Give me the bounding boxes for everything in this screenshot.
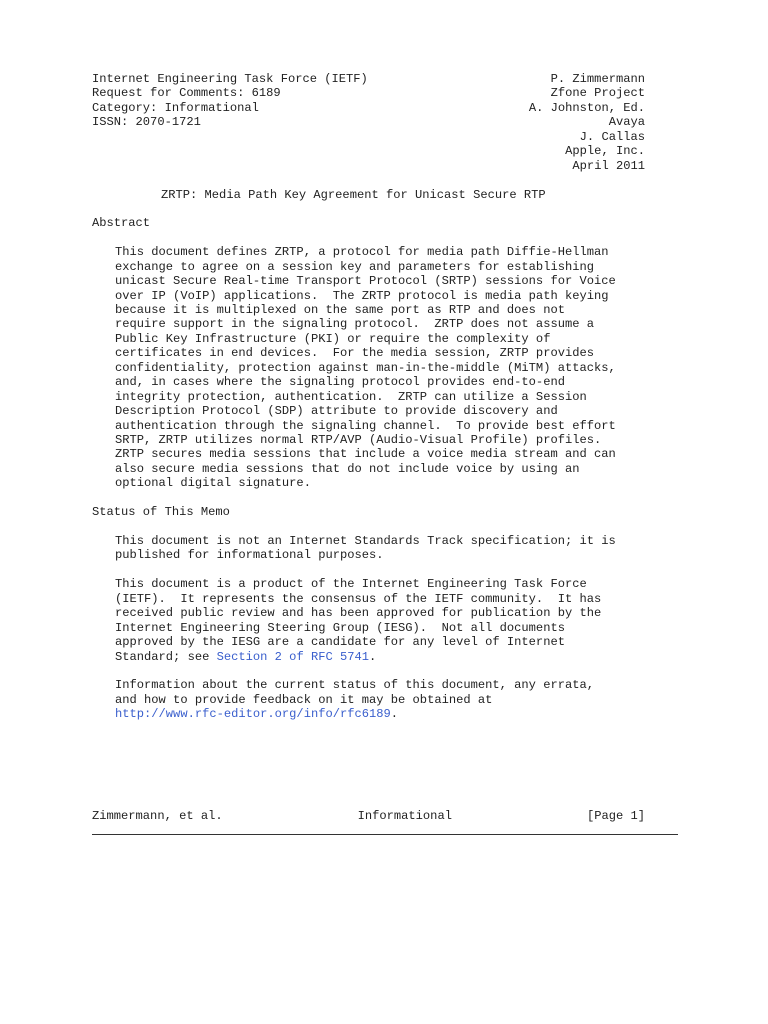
header-right-line: Avaya <box>608 115 645 130</box>
status-paragraph-2 <box>92 577 645 664</box>
header-left-line: Category: Informational <box>92 100 259 115</box>
rfc5741-section-link[interactable]: Section 2 of RFC 5741 <box>216 649 370 664</box>
status-line: (IETF). It represents the consensus of the IETF community. It has <box>115 591 602 606</box>
header-right-line: April 2011 <box>572 158 645 173</box>
status-text: . <box>369 649 377 664</box>
status-line: This document is a product of the Internet Engineering Task Force <box>115 577 587 592</box>
abstract-line: unicast Secure Real-time Transport Protocol (SRTP) sessions for Voice <box>115 274 616 289</box>
status-line: and how to provide feedback on it may be obtained at <box>115 692 493 707</box>
status-line <box>92 650 645 664</box>
status-line: Information about the current status of this document, any errata, <box>115 678 594 693</box>
page-footer <box>92 809 645 823</box>
abstract-line: SRTP, ZRTP utilizes normal RTP/AVP (Audio-Visual Profile) profiles. <box>115 432 602 447</box>
header-right-line: J. Callas <box>579 129 645 144</box>
abstract-line: exchange to agree on a session key and parameters for establishing <box>115 259 594 274</box>
document-title: ZRTP: Media Path Key Agreement for Unicast Secure RTP <box>161 187 546 202</box>
header-right-block <box>529 72 645 173</box>
footer-authors: Zimmermann, et al. <box>92 809 223 823</box>
header-right-line: A. Johnston, Ed. <box>528 100 645 115</box>
header-left-line: ISSN: 2070-1721 <box>92 115 201 130</box>
rfc-editor-info-link[interactable]: http://www.rfc-editor.org/info/rfc6189 <box>115 707 391 722</box>
header-right-line: Zfone Project <box>550 86 645 101</box>
header-left-line: Internet Engineering Task Force (IETF) <box>92 72 368 86</box>
abstract-line: because it is multiplexed on the same port as RTP and does not <box>115 303 565 317</box>
abstract-line: This document defines ZRTP, a protocol for media path Diffie-Hellman <box>115 245 609 260</box>
abstract-line: also secure media sessions that do not include voice by using an <box>115 461 580 476</box>
header-left-block <box>92 72 368 173</box>
status-text: . <box>390 707 399 722</box>
abstract-body <box>92 245 645 490</box>
rfc-page <box>92 72 645 722</box>
footer-divider <box>92 834 678 835</box>
abstract-line: require support in the signaling protocol. ZRTP does not assume a <box>115 317 594 332</box>
status-paragraph-1 <box>92 534 645 563</box>
abstract-line: and, in cases where the signaling protocol provides end-to-end <box>115 375 565 390</box>
document-header <box>92 72 645 173</box>
abstract-heading: Abstract <box>92 216 151 231</box>
status-heading: Status of This Memo <box>92 505 230 520</box>
abstract-line: certificates in end devices. For the media session, ZRTP provides <box>115 346 594 361</box>
header-right-line: Apple, Inc. <box>565 144 645 159</box>
abstract-line: authentication through the signaling channel. To provide best effort <box>115 418 616 433</box>
status-line <box>92 707 645 721</box>
status-line: This document is not an Internet Standards Track specification; it is <box>115 534 616 548</box>
status-paragraph-3 <box>92 678 645 721</box>
status-line: Internet Engineering Steering Group (IESG). Not all documents <box>115 620 565 635</box>
footer-category: Informational <box>357 809 452 823</box>
abstract-line: confidentiality, protection against man-in-the-middle (MiTM) attacks, <box>115 360 616 375</box>
abstract-line: optional digital signature. <box>115 476 311 491</box>
abstract-line: integrity protection, authentication. ZRTP can utilize a Session <box>115 389 587 404</box>
abstract-line: Public Key Infrastructure (PKI) or require the complexity of <box>115 331 551 346</box>
status-text: Standard; see <box>115 649 217 664</box>
header-left-line: Request for Comments: 6189 <box>92 86 281 101</box>
footer-page-number: [Page 1] <box>586 809 645 823</box>
header-right-line: P. Zimmermann <box>550 72 645 86</box>
status-line: received public review and has been approved for publication by the <box>115 606 602 621</box>
status-line: published for informational purposes. <box>115 548 384 563</box>
status-line: approved by the IESG are a candidate for any level of Internet <box>115 635 565 650</box>
abstract-line: ZRTP secures media sessions that include a voice media stream and can <box>115 447 616 462</box>
abstract-line: Description Protocol (SDP) attribute to provide discovery and <box>115 404 558 419</box>
abstract-line: over IP (VoIP) applications. The ZRTP protocol is media path keying <box>115 288 609 303</box>
